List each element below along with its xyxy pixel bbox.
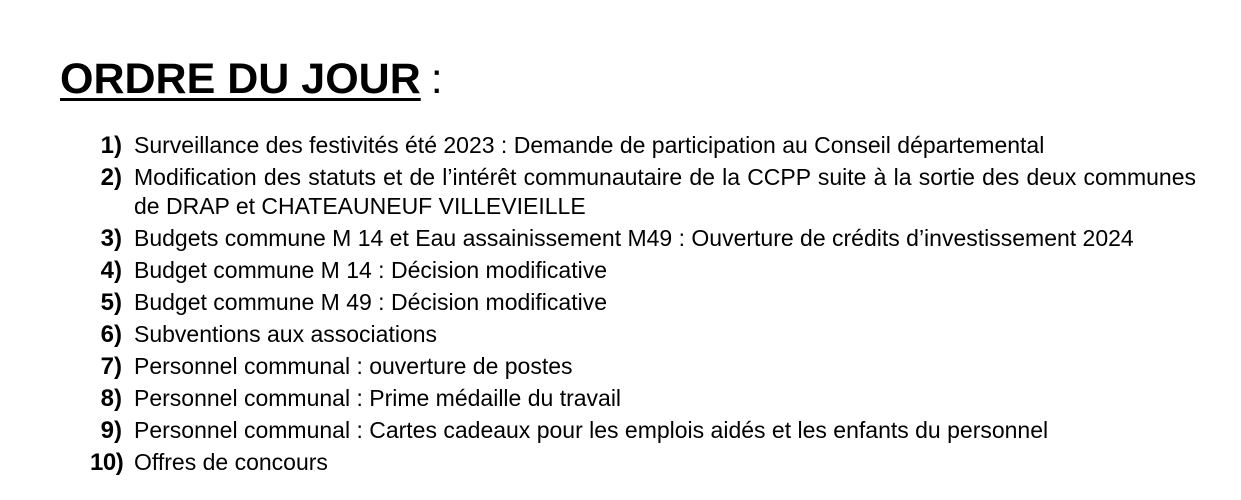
agenda-item-text: Modification des statuts et de l’intérêt communautaire de la CCPP suite à la sortie des deux communes de DRAP et CHATEAUNEUF VILLEVIEILLE <box>134 164 1196 219</box>
agenda-item-number: 5) <box>100 289 122 316</box>
agenda-item-number: 4) <box>100 257 122 284</box>
agenda-item-5 <box>85 288 1196 317</box>
agenda-item-number: 2) <box>100 164 122 191</box>
agenda-item-text: Budget commune M 14 : Décision modificative <box>134 257 607 283</box>
agenda-item-number: 6) <box>100 321 122 348</box>
agenda-title: ORDRE DU JOUR <box>60 55 421 103</box>
agenda-item-text: Surveillance des festivités été 2023 : Demande de participation au Conseil départemental <box>134 132 1045 158</box>
agenda-list <box>85 131 1196 480</box>
agenda-item-2 <box>85 163 1196 221</box>
agenda-item-text: Subventions aux associations <box>134 321 438 347</box>
page-title <box>60 54 443 104</box>
agenda-item-6 <box>85 320 1196 349</box>
agenda-item-text: Personnel communal : Cartes cadeaux pour les emplois aidés et les enfants du personnel <box>134 417 1049 443</box>
agenda-item-number: 9) <box>100 417 122 444</box>
title-colon: : <box>430 55 443 103</box>
agenda-item-10 <box>85 448 1196 477</box>
agenda-item-text: Offres de concours <box>134 449 328 475</box>
agenda-item-number: 7) <box>100 353 122 380</box>
agenda-item-number: 3) <box>100 225 122 252</box>
agenda-item-7 <box>85 352 1196 381</box>
agenda-item-9 <box>85 416 1196 445</box>
agenda-item-number: 8) <box>100 385 122 412</box>
agenda-item-8 <box>85 384 1196 413</box>
agenda-item-text: Personnel communal : ouverture de postes <box>134 353 573 379</box>
agenda-item-text: Budget commune M 49 : Décision modificative <box>134 289 607 315</box>
agenda-item-3 <box>85 224 1196 253</box>
agenda-item-4 <box>85 256 1196 285</box>
agenda-item-number: 10) <box>90 449 124 476</box>
agenda-item-number: 1) <box>100 132 122 159</box>
agenda-item-text: Budgets commune M 14 et Eau assainissement M49 : Ouverture de crédits d’investissement 2024 <box>134 225 1134 251</box>
agenda-item-1 <box>85 131 1196 160</box>
agenda-item-text: Personnel communal : Prime médaille du travail <box>134 385 622 411</box>
